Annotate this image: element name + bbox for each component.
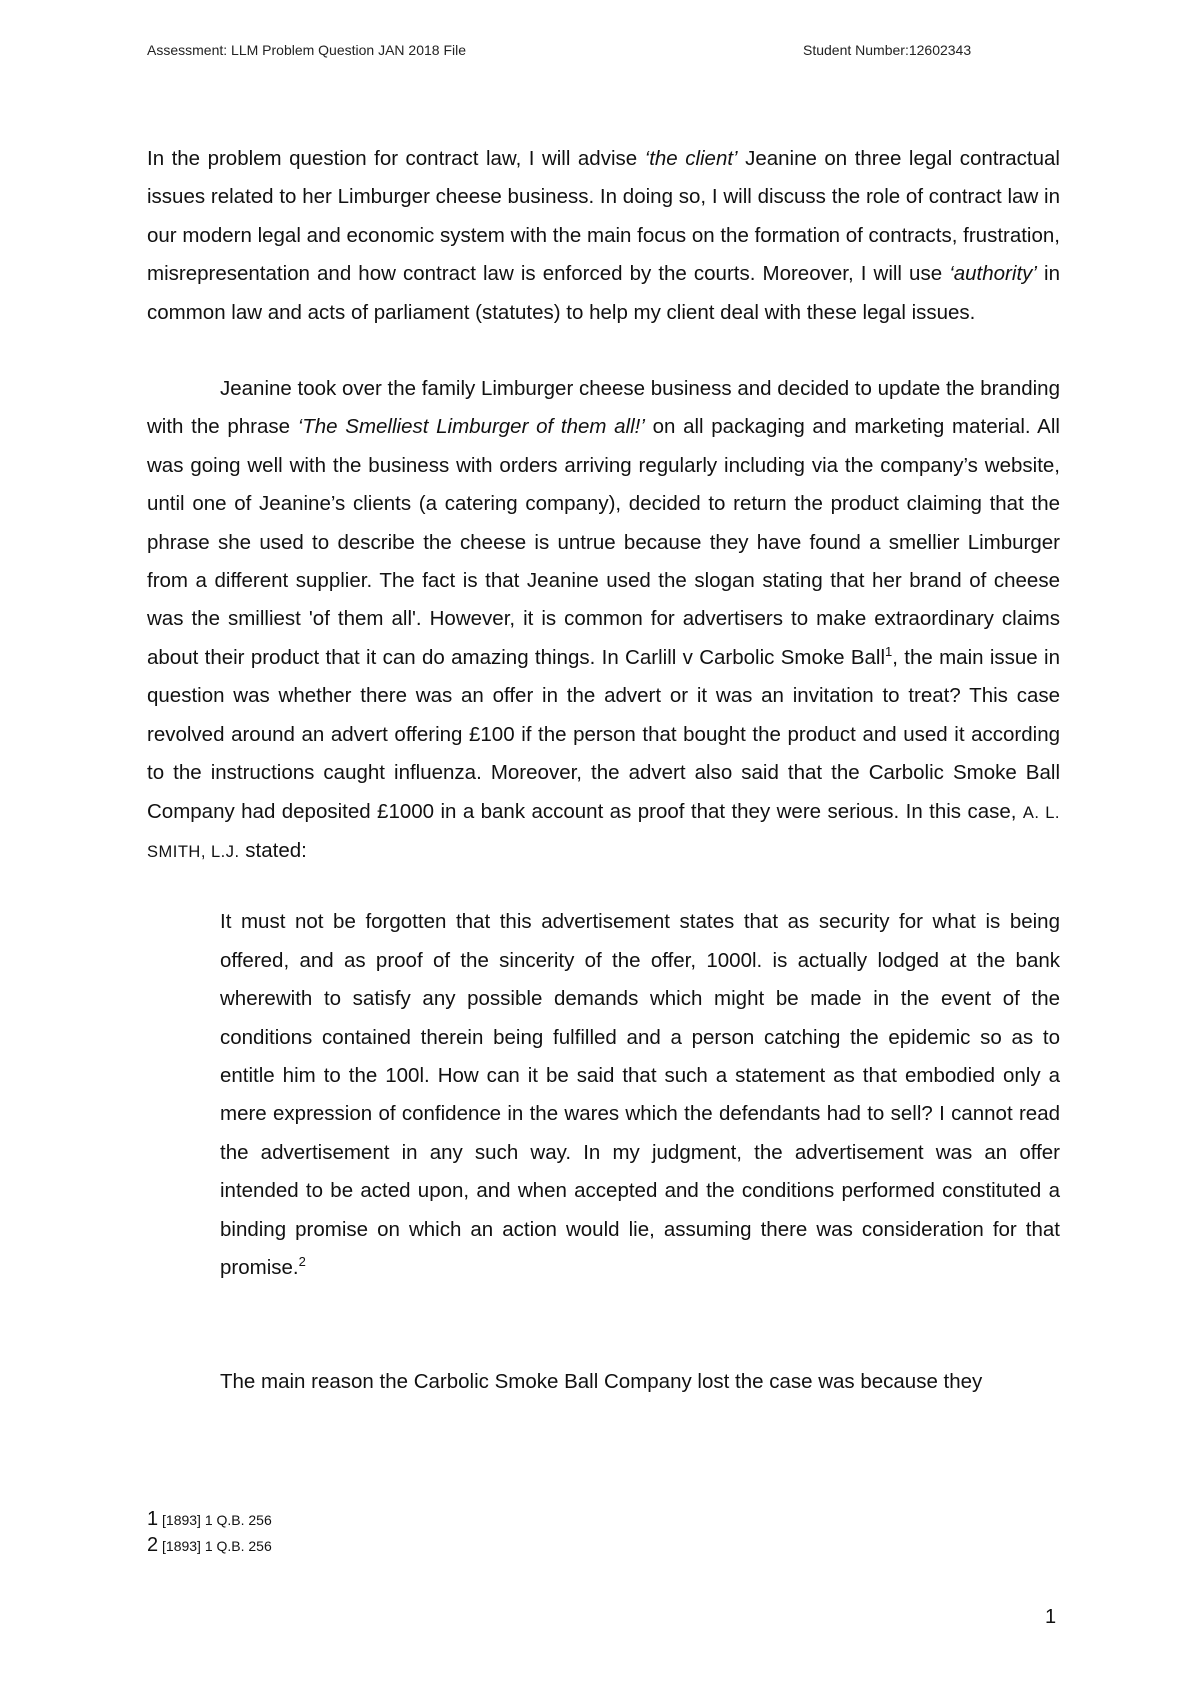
header-student-number: Student Number:12602343	[803, 42, 972, 58]
facts-text-3: , the main issue in question was whether there was an offer in the advert or it was an invitation to treat? This case revolved around an advert offering £100 if the person that bought the product and used it according to the instructions caught influenza. Moreover, the advert also said that the Carbolic Smoke Ball Company had deposited £1000 in a bank account as proof that they were serious. In this case,	[147, 645, 1060, 823]
facts-text-1: Jeanine took over the family Limburger cheese business and decided to update the branding with the phrase	[147, 377, 1060, 439]
analysis-paragraph	[147, 1363, 1060, 1401]
facts-slogan: ‘The Smelliest Limburger of them all!’	[297, 415, 645, 439]
footnote-2-text: [1893] 1 Q.B. 256	[158, 1538, 272, 1554]
footnote-1	[147, 1507, 272, 1533]
footnote-2-number: 2	[147, 1534, 159, 1556]
intro-text-3: in common law and acts of parliament (statutes) to help my client deal with these legal issues.	[147, 262, 1060, 324]
judgment-quote	[220, 903, 1060, 1287]
intro-text-1: In the problem question for contract law, I will advise	[147, 147, 645, 170]
intro-text-2: Jeanine on three legal contractual issues related to her Limburger cheese business. In doing so, I will discuss the role of contract law in our modern legal and economic system with the main focus on the formation of contracts, frustration, misrepresentation and how contract law is enforced by the courts. Moreover, I will use	[147, 147, 1060, 286]
footnote-1-text: [1893] 1 Q.B. 256	[158, 1512, 272, 1528]
facts-paragraph	[147, 370, 1060, 871]
footnote-2	[147, 1533, 272, 1559]
footnote-ref-2: 2	[298, 1254, 306, 1270]
footnote-ref-1: 1	[885, 644, 893, 660]
quote-text: It must not be forgotten that this advertisement states that as security for what is being offered, and as proof of the sincerity of the offer, 1000l. is actually lodged at the bank wherewith to satisfy any possible demands which might be made in the event of the conditions contained therein being fulfilled and a person catching the epidemic so as to entitle him to the 100l. How can it be said that such a statement as that embodied only a mere expression of confidence in the wares which the defendants had to sell? I cannot read the advertisement in any such way. In my judgment, the advertisement was an offer intended to be acted upon, and when accepted and the conditions performed constituted a binding promise on which an action would lie, assuming there was consideration for that promise.	[220, 910, 1060, 1279]
page-number: 1	[1045, 1606, 1057, 1628]
footnote-1-number: 1	[147, 1508, 159, 1530]
document-body	[147, 140, 1060, 1402]
analysis-text: The main reason the Carbolic Smoke Ball Company lost the case was because they	[220, 1370, 983, 1394]
intro-authority-term: ‘authority’	[949, 262, 1037, 286]
header-assessment-title: Assessment: LLM Problem Question JAN 2018 File	[147, 42, 467, 58]
facts-judge-name: A. L. SMITH, L.J.	[147, 803, 1060, 861]
footnotes	[147, 1507, 272, 1559]
facts-text-4: stated:	[239, 838, 307, 862]
intro-paragraph	[147, 140, 1060, 332]
facts-text-2: on all packaging and marketing material. All was going well with the business with orders arriving regularly including via the company’s website, until one of Jeanine’s clients (a catering company), decided to return the product claiming that the phrase she used to describe the cheese is untrue because they have found a smellier Limburger from a different supplier. The fact is that Jeanine used the slogan stating that her brand of cheese was the smilliest 'of them all'. However, it is common for advertisers to make extraordinary claims about their product that it can do amazing things. In Carlill v Carbolic Smoke Ball	[147, 415, 1060, 669]
intro-client-term: ‘the client’	[644, 147, 738, 170]
